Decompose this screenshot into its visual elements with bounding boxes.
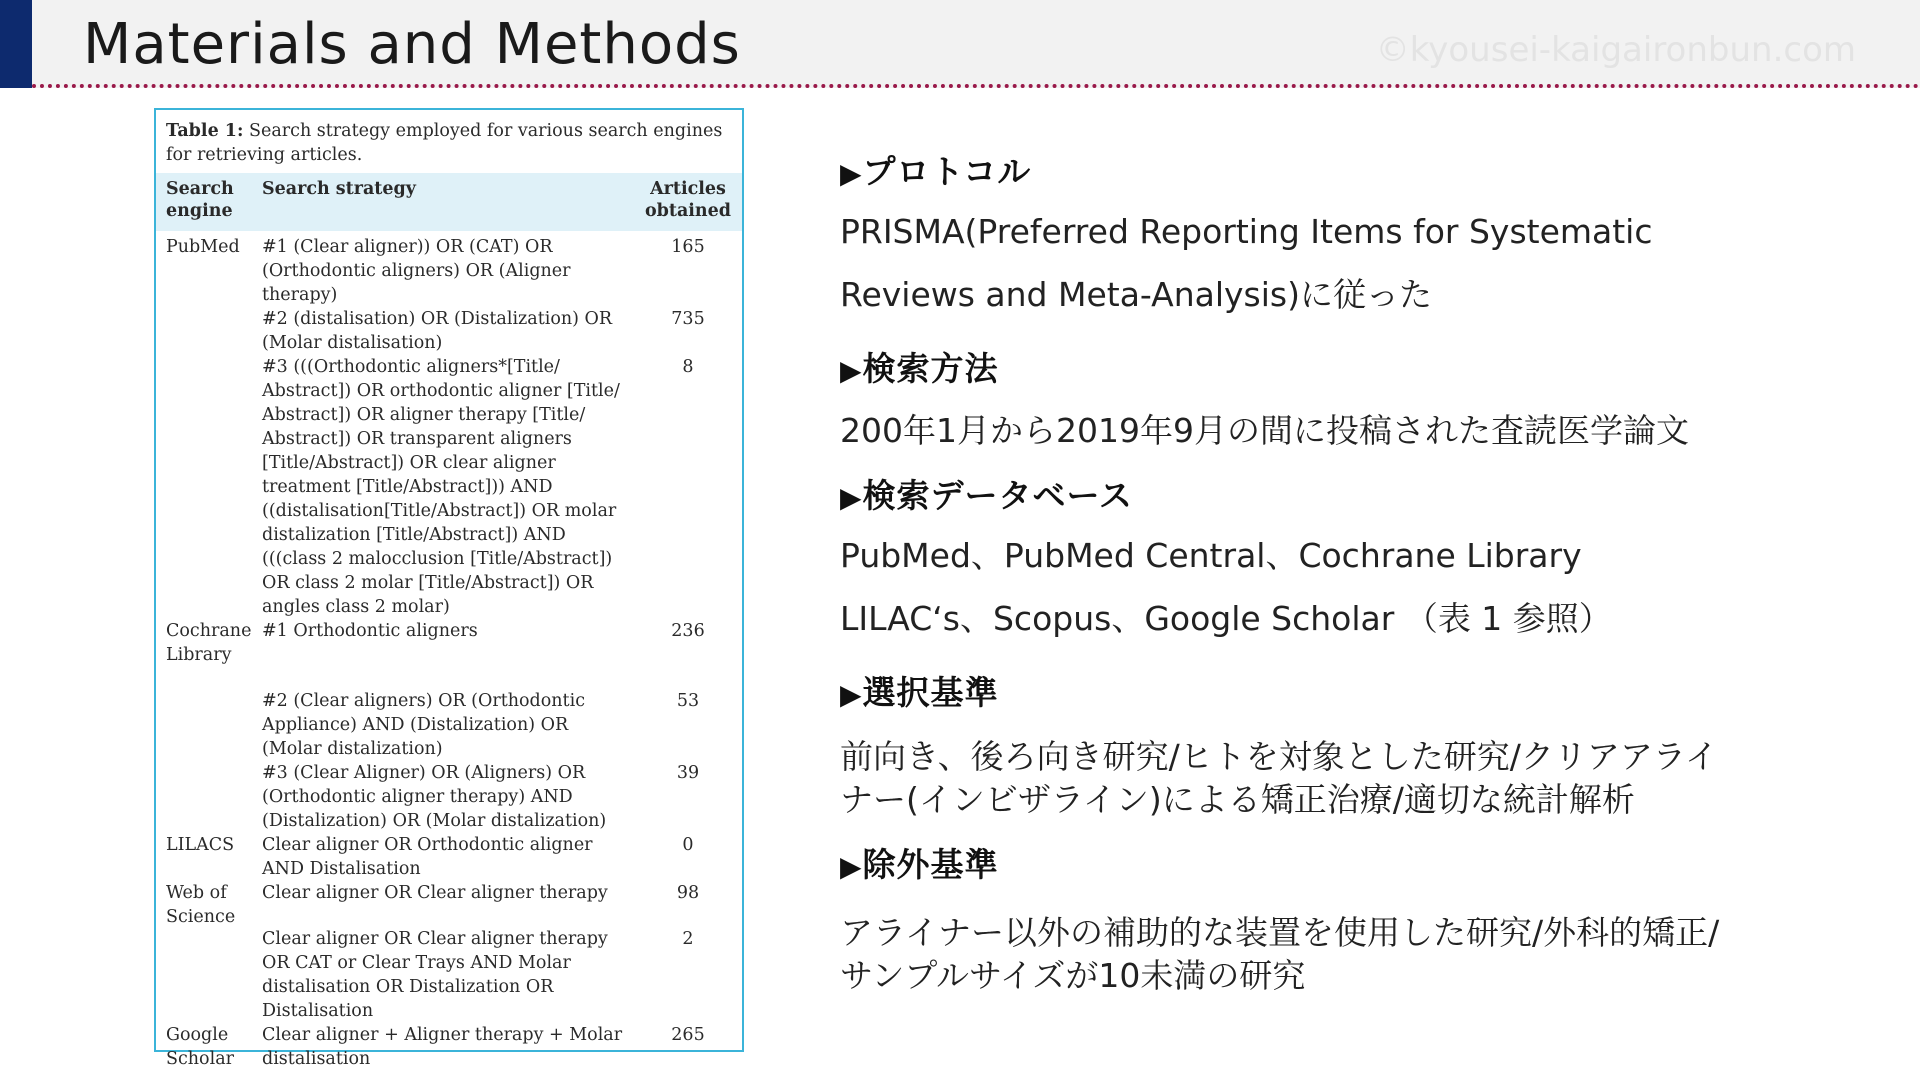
title-divider (32, 84, 1920, 88)
cell-count: 0 (682, 835, 694, 855)
triangle-bullet-icon: ▶ (840, 481, 863, 514)
table-row (156, 235, 742, 307)
cell-engine: Web of Science (166, 883, 236, 927)
cell-engine: Google Scholar (166, 1025, 234, 1069)
exclusion-heading-text: 除外基準 (862, 845, 999, 884)
cell-strategy: #2 (distalisation) OR (Distalization) OR (Molar distalisation) (262, 309, 613, 353)
page-title: Materials and Methods (83, 12, 741, 77)
cell-strategy: #3 (Clear Aligner) OR (Aligners) OR (Orthodontic aligner therapy) AND (Distalization) OR (Molar distalization) (262, 763, 607, 831)
table-row (156, 927, 742, 1023)
search-method-heading (840, 347, 1880, 407)
table-row (156, 1023, 742, 1071)
cell-engine (156, 355, 262, 619)
cell-count: 39 (676, 763, 700, 783)
cell-engine: LILACS (166, 835, 235, 855)
triangle-bullet-icon: ▶ (840, 157, 863, 190)
watermark: ©kyousei-kaigaironbun.com (1375, 30, 1856, 70)
table-row (156, 307, 742, 355)
cell-strategy: Clear aligner OR Clear aligner therapy (262, 883, 608, 903)
triangle-bullet-icon: ▶ (840, 678, 863, 711)
cell-strategy: #2 (Clear aligners) OR (Orthodontic Appliance) AND (Distalization) OR (Molar distalization) (262, 691, 585, 759)
cell-strategy: #1 (Clear aligner)) OR (CAT) OR (Orthodontic aligners) OR (Aligner therapy) (262, 237, 571, 305)
cell-engine: PubMed (166, 237, 240, 257)
cell-count: 98 (676, 883, 700, 903)
table-row (156, 619, 742, 667)
cell-count: 236 (671, 621, 705, 641)
exclusion-heading (840, 843, 1880, 903)
header-search-strategy: Search strategy (262, 179, 416, 199)
table-header-row (156, 173, 742, 231)
search-method-body: 200年1月から2019年9月の間に投稿された査読医学論文 (840, 411, 1689, 450)
search-strategy-table (154, 108, 744, 1069)
triangle-bullet-icon: ▶ (840, 850, 863, 883)
table-row (156, 881, 742, 929)
inclusion-heading-text: 選択基準 (862, 673, 999, 712)
protocol-body: PRISMA(Preferred Reporting Items for Systematic Reviews and Meta-Analysis)に従った (840, 212, 1653, 314)
table-row (156, 355, 742, 619)
cell-strategy: Clear aligner + Aligner therapy + Molar distalisation (262, 1025, 623, 1069)
search-db-body: PubMed、PubMed Central、Cochrane Library LILAC‘s、Scopus、Google Scholar （表 1 参照） (840, 536, 1612, 638)
cell-count: 8 (682, 357, 694, 377)
cell-strategy: #1 Orthodontic aligners (262, 621, 478, 641)
header-search-engine: Search engine (166, 179, 234, 221)
accent-bar (0, 0, 32, 88)
table-body (156, 231, 742, 1071)
cell-strategy: #3 (((Orthodontic aligners*[Title/ Abstract]) OR orthodontic aligner [Title/ Abstract]) OR aligner therapy [Title/ Abstract]) OR transparent aligners [Title/Abstract]) OR clear aligner treatment [Title/Abstract])) AND ((distalisation[Title/Abstract]) OR molar distalization [Title/Abstract]) AND (((class 2 malocclusion [Title/Abstract]) OR class 2 molar [Title/Abstract]) OR angles class 2 molar) (262, 357, 620, 617)
cell-count: 735 (671, 309, 705, 329)
search-method-heading-text: 検索方法 (862, 349, 999, 388)
header-articles-obtained: Articles obtained (644, 179, 732, 221)
cell-engine (156, 927, 262, 1023)
cell-engine (156, 761, 262, 833)
triangle-bullet-icon: ▶ (840, 354, 863, 387)
exclusion-body: アライナー以外の補助的な装置を使用した研究/外科的矯正/ サンプルサイズが10未満の研究 (840, 913, 1720, 995)
cell-count: 53 (676, 691, 700, 711)
protocol-heading-text: プロトコル (862, 152, 1032, 191)
cell-strategy: Clear aligner OR Clear aligner therapy OR CAT or Clear Trays AND Molar distalisation OR Distalization OR Distalisation (262, 929, 608, 1021)
table-caption-text: Search strategy employed for various search engines for retrieving articles. (166, 121, 723, 165)
table-caption-label: Table 1: (166, 121, 244, 141)
cell-engine (156, 689, 262, 761)
methods-text (840, 150, 1880, 997)
cell-engine (156, 307, 262, 355)
table-caption (156, 110, 742, 173)
search-db-heading-text: 検索データベース (862, 476, 1133, 515)
cell-count: 165 (671, 237, 705, 257)
cell-engine: Cochrane Library (166, 621, 252, 665)
table-row (156, 761, 742, 833)
inclusion-heading (840, 671, 1880, 731)
cell-strategy: Clear aligner OR Orthodontic aligner AND Distalisation (262, 835, 593, 879)
inclusion-body: 前向き、後ろ向き研究/ヒトを対象とした研究/クリアアライ ナー(インビザライン)による矯正治療/適切な統計解析 (840, 737, 1718, 819)
table-row (156, 833, 742, 881)
cell-count: 2 (682, 929, 694, 949)
cell-count: 265 (671, 1025, 705, 1045)
table-row (156, 689, 742, 761)
